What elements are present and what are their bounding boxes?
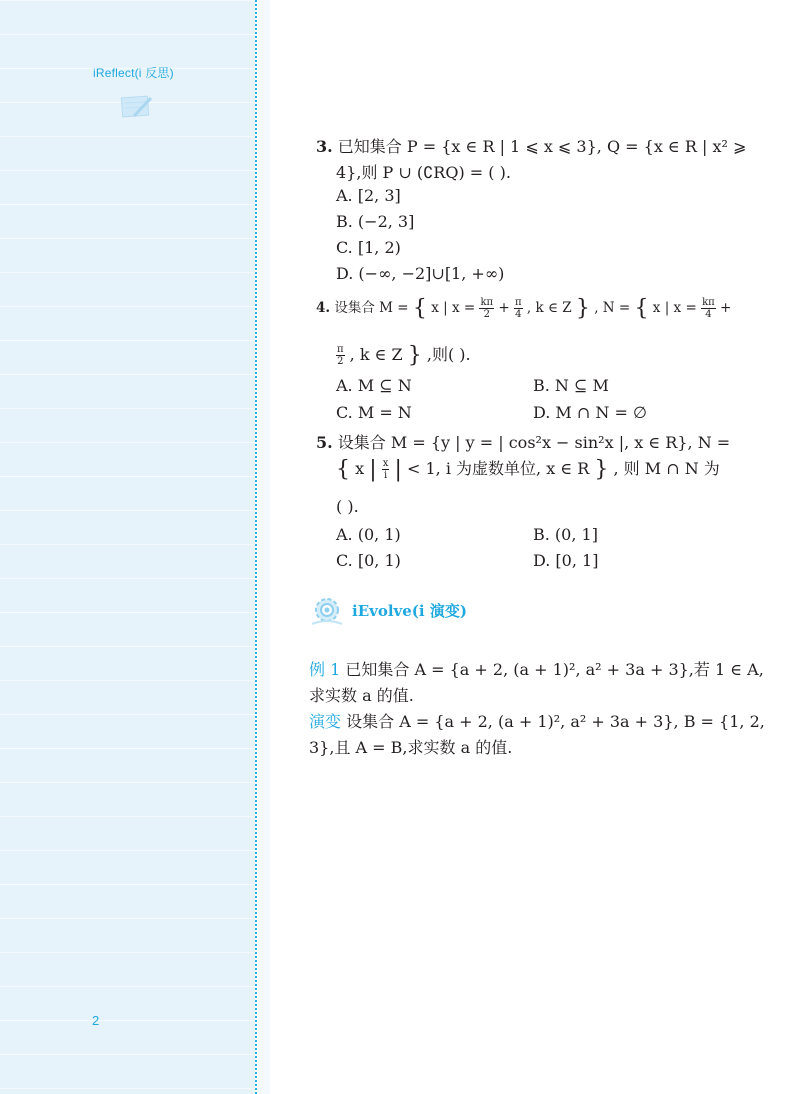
q4-option-a: A. M ⊆ N	[336, 376, 412, 395]
q4-plus: +	[498, 300, 510, 316]
section-title: iEvolve(i 演变)	[352, 602, 467, 620]
q3-option-a: A. [2, 3]	[336, 186, 401, 205]
example-text-1: 已知集合 A = {a + 2, (a + 1)², a² + 3a + 3},若 1 ∈ A,	[345, 660, 764, 679]
sidebar	[0, 0, 255, 1094]
q4-line1	[316, 296, 731, 321]
variant-label: 演变	[309, 712, 342, 731]
q4-pre: 设集合 M =	[334, 300, 409, 316]
q5-option-d: D. [0, 1]	[533, 551, 599, 570]
q4-tail: ,则( ).	[426, 345, 471, 364]
q5-line3: ( ).	[336, 497, 359, 516]
q4-frac3: $\frac{k\pi}{4}$	[702, 297, 715, 320]
q5-option-a: A. (0, 1)	[336, 525, 401, 544]
q5-option-b: B. (0, 1]	[533, 525, 598, 544]
q4-brace-open: {	[412, 296, 427, 321]
page-number: 2	[92, 1013, 100, 1028]
q5-brace-open: {	[336, 457, 350, 482]
q4-option-c: C. M = N	[336, 403, 412, 422]
q3-text-1: 已知集合 P = {x ∈ R | 1 ⩽ x ⩽ 3}, Q = {x ∈ R | x² ⩾	[337, 137, 747, 156]
q4-number: 4.	[316, 300, 331, 316]
ireflect-header: iReflect(i 反思)	[93, 66, 174, 80]
q5-text-1: 设集合 M = {y | y = | cos²x − sin²x |, x ∈ R}, N =	[337, 433, 731, 452]
q4-frac1: $\frac{k\pi}{2}$	[480, 297, 494, 320]
q4-line2	[336, 342, 471, 368]
q4-set-m-open: x | x =	[431, 300, 476, 316]
q4-option-d: D. M ∩ N = ∅	[533, 403, 647, 422]
q5-frac: $\frac{x}{i}$	[382, 458, 389, 481]
variant-text-2: 3},且 A = B,求实数 a 的值.	[309, 738, 513, 757]
q4-set-m-close: , k ∈ Z	[526, 300, 572, 316]
q4-frac2: $\frac{\pi}{4}$	[515, 297, 522, 320]
q4-set-n-close: , k ∈ Z	[349, 345, 403, 364]
notepad-pencil-icon	[120, 94, 154, 124]
q5-line2-tail: , 则 M ∩ N 为	[613, 459, 720, 478]
q5-set-open: x	[355, 459, 365, 478]
q3-option-c: C. [1, 2)	[336, 238, 401, 257]
q4-brace-close: }	[575, 296, 590, 321]
q5-brace-close: }	[594, 457, 609, 482]
example-label: 例 1	[309, 660, 341, 679]
q5-line2-rest: < 1, i 为虚数单位, x ∈ R	[406, 459, 590, 478]
q4-option-b: B. N ⊆ M	[533, 376, 609, 395]
q3-option-b: B. (−2, 3]	[336, 212, 415, 231]
q5-number: 5.	[316, 433, 333, 452]
q4-brace-open-n: {	[634, 296, 649, 321]
q3-option-d: D. (−∞, −2]∪[1, +∞)	[336, 264, 505, 283]
q5-abs-bar-left: |	[369, 457, 377, 482]
q4-brace-close-n: }	[407, 343, 422, 368]
q5-option-c: C. [0, 1)	[336, 551, 401, 570]
q4-set-n-open: x | x =	[652, 300, 697, 316]
q3-number: 3.	[316, 137, 333, 156]
q4-frac4: $\frac{\pi}{2}$	[337, 344, 344, 367]
q5-line2	[336, 456, 720, 482]
q4-plus2: +	[720, 300, 732, 316]
example-line1	[309, 657, 764, 680]
q4-mid: , N =	[594, 300, 631, 316]
sidebar-divider	[255, 0, 257, 1094]
sidebar-edge	[258, 0, 270, 1094]
q5-line1	[316, 430, 730, 453]
q3-line1	[316, 134, 746, 157]
example-text-2: 求实数 a 的值.	[309, 686, 414, 705]
q3-text-2: 4},则 P ∪ (∁RQ) = ( ).	[336, 163, 511, 182]
variant-text-1: 设集合 A = {a + 2, (a + 1)², a² + 3a + 3}, B = {1, 2,	[346, 712, 765, 731]
variant-line1	[309, 709, 765, 732]
gear-icon	[309, 594, 345, 632]
q5-abs-bar-right: |	[394, 457, 402, 482]
